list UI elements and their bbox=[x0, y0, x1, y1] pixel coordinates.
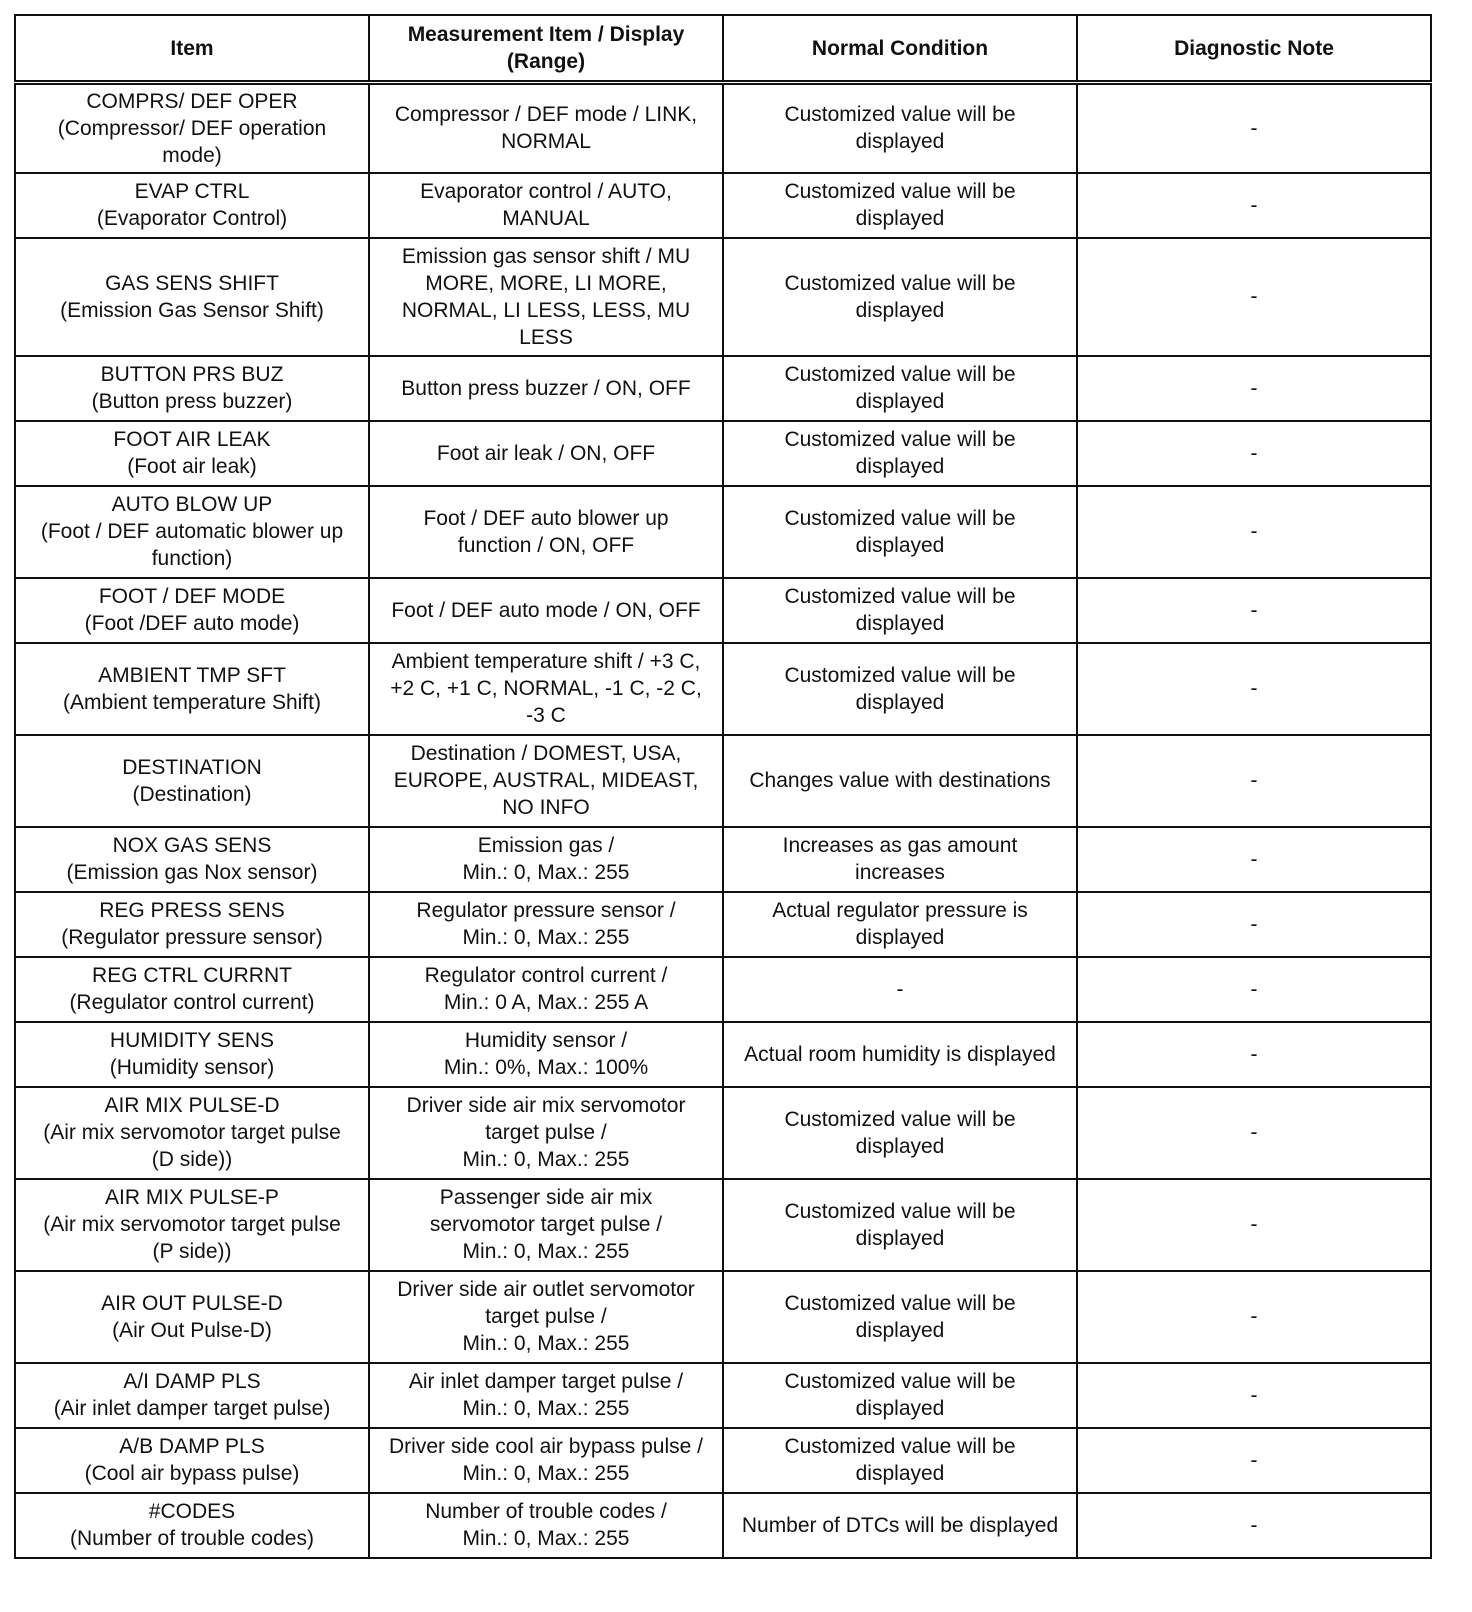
cell-item: AIR MIX PULSE-D (Air mix servomotor target pulse (D side)) bbox=[15, 1087, 369, 1179]
header-row bbox=[15, 15, 1431, 83]
cell-measurement: Air inlet damper target pulse / Min.: 0, Max.: 255 bbox=[369, 1363, 723, 1428]
cell-item: GAS SENS SHIFT (Emission Gas Sensor Shift) bbox=[15, 238, 369, 356]
cell-diagnostic-note: - bbox=[1077, 238, 1431, 356]
cell-normal-condition: Customized value will be displayed bbox=[723, 643, 1077, 735]
cell-measurement: Driver side air outlet servomotor target pulse / Min.: 0, Max.: 255 bbox=[369, 1271, 723, 1363]
cell-diagnostic-note: - bbox=[1077, 1179, 1431, 1271]
table-row bbox=[15, 1271, 1431, 1363]
cell-normal-condition: Customized value will be displayed bbox=[723, 1087, 1077, 1179]
cell-item: COMPRS/ DEF OPER (Compressor/ DEF operation mode) bbox=[15, 83, 369, 173]
cell-measurement: Passenger side air mix servomotor target pulse / Min.: 0, Max.: 255 bbox=[369, 1179, 723, 1271]
table-row bbox=[15, 421, 1431, 486]
cell-measurement: Ambient temperature shift / +3 C, +2 C, +1 C, NORMAL, -1 C, -2 C, -3 C bbox=[369, 643, 723, 735]
cell-item: AUTO BLOW UP (Foot / DEF automatic blower up function) bbox=[15, 486, 369, 578]
table-row bbox=[15, 1428, 1431, 1493]
table-header bbox=[15, 15, 1431, 83]
cell-normal-condition: Customized value will be displayed bbox=[723, 578, 1077, 643]
cell-diagnostic-note: - bbox=[1077, 892, 1431, 957]
cell-diagnostic-note: - bbox=[1077, 1087, 1431, 1179]
cell-measurement: Driver side air mix servomotor target pulse / Min.: 0, Max.: 255 bbox=[369, 1087, 723, 1179]
cell-item: #CODES (Number of trouble codes) bbox=[15, 1493, 369, 1558]
cell-diagnostic-note: - bbox=[1077, 735, 1431, 827]
table-row bbox=[15, 1179, 1431, 1271]
cell-measurement: Humidity sensor / Min.: 0%, Max.: 100% bbox=[369, 1022, 723, 1087]
cell-measurement: Foot / DEF auto mode / ON, OFF bbox=[369, 578, 723, 643]
table-row bbox=[15, 827, 1431, 892]
cell-normal-condition: Customized value will be displayed bbox=[723, 421, 1077, 486]
header-diagnostic-note: Diagnostic Note bbox=[1077, 15, 1431, 83]
cell-diagnostic-note: - bbox=[1077, 1363, 1431, 1428]
header-measurement: Measurement Item / Display (Range) bbox=[369, 15, 723, 83]
cell-item: EVAP CTRL (Evaporator Control) bbox=[15, 173, 369, 238]
cell-measurement: Foot air leak / ON, OFF bbox=[369, 421, 723, 486]
cell-normal-condition: Actual regulator pressure is displayed bbox=[723, 892, 1077, 957]
cell-measurement: Destination / DOMEST, USA, EUROPE, AUSTRAL, MIDEAST, NO INFO bbox=[369, 735, 723, 827]
diagnostic-data-table bbox=[14, 14, 1432, 1559]
table-row bbox=[15, 486, 1431, 578]
cell-diagnostic-note: - bbox=[1077, 1271, 1431, 1363]
cell-item: A/I DAMP PLS (Air inlet damper target pulse) bbox=[15, 1363, 369, 1428]
cell-measurement: Emission gas sensor shift / MU MORE, MORE, LI MORE, NORMAL, LI LESS, LESS, MU LESS bbox=[369, 238, 723, 356]
cell-item: REG PRESS SENS (Regulator pressure sensor) bbox=[15, 892, 369, 957]
cell-measurement: Foot / DEF auto blower up function / ON, OFF bbox=[369, 486, 723, 578]
table-row bbox=[15, 1493, 1431, 1558]
cell-item: NOX GAS SENS (Emission gas Nox sensor) bbox=[15, 827, 369, 892]
cell-diagnostic-note: - bbox=[1077, 957, 1431, 1022]
cell-item: DESTINATION (Destination) bbox=[15, 735, 369, 827]
cell-diagnostic-note: - bbox=[1077, 827, 1431, 892]
cell-item: FOOT AIR LEAK (Foot air leak) bbox=[15, 421, 369, 486]
cell-item: A/B DAMP PLS (Cool air bypass pulse) bbox=[15, 1428, 369, 1493]
cell-item: REG CTRL CURRNT (Regulator control current) bbox=[15, 957, 369, 1022]
cell-normal-condition: Customized value will be displayed bbox=[723, 486, 1077, 578]
cell-normal-condition: Changes value with destinations bbox=[723, 735, 1077, 827]
cell-measurement: Emission gas / Min.: 0, Max.: 255 bbox=[369, 827, 723, 892]
cell-normal-condition: Customized value will be displayed bbox=[723, 356, 1077, 421]
header-normal-condition: Normal Condition bbox=[723, 15, 1077, 83]
table-row bbox=[15, 892, 1431, 957]
cell-normal-condition: Customized value will be displayed bbox=[723, 1428, 1077, 1493]
cell-diagnostic-note: - bbox=[1077, 1493, 1431, 1558]
table-row bbox=[15, 238, 1431, 356]
cell-normal-condition: Customized value will be displayed bbox=[723, 1271, 1077, 1363]
cell-normal-condition: Customized value will be displayed bbox=[723, 1363, 1077, 1428]
cell-diagnostic-note: - bbox=[1077, 356, 1431, 421]
cell-measurement: Driver side cool air bypass pulse / Min.: 0, Max.: 255 bbox=[369, 1428, 723, 1493]
table-row bbox=[15, 735, 1431, 827]
table-row bbox=[15, 173, 1431, 238]
cell-diagnostic-note: - bbox=[1077, 578, 1431, 643]
cell-item: AMBIENT TMP SFT (Ambient temperature Shift) bbox=[15, 643, 369, 735]
table-row bbox=[15, 1087, 1431, 1179]
cell-normal-condition: Customized value will be displayed bbox=[723, 173, 1077, 238]
cell-measurement: Button press buzzer / ON, OFF bbox=[369, 356, 723, 421]
data-table-container bbox=[14, 14, 1432, 1559]
table-row bbox=[15, 1363, 1431, 1428]
cell-diagnostic-note: - bbox=[1077, 421, 1431, 486]
table-row bbox=[15, 957, 1431, 1022]
cell-measurement: Number of trouble codes / Min.: 0, Max.: 255 bbox=[369, 1493, 723, 1558]
cell-item: HUMIDITY SENS (Humidity sensor) bbox=[15, 1022, 369, 1087]
cell-measurement: Regulator pressure sensor / Min.: 0, Max.: 255 bbox=[369, 892, 723, 957]
table-row bbox=[15, 643, 1431, 735]
cell-diagnostic-note: - bbox=[1077, 83, 1431, 173]
cell-item: AIR MIX PULSE-P (Air mix servomotor target pulse (P side)) bbox=[15, 1179, 369, 1271]
cell-normal-condition: Actual room humidity is displayed bbox=[723, 1022, 1077, 1087]
cell-diagnostic-note: - bbox=[1077, 1428, 1431, 1493]
table-row bbox=[15, 356, 1431, 421]
cell-diagnostic-note: - bbox=[1077, 486, 1431, 578]
cell-normal-condition: Customized value will be displayed bbox=[723, 238, 1077, 356]
cell-measurement: Evaporator control / AUTO, MANUAL bbox=[369, 173, 723, 238]
table-body bbox=[15, 83, 1431, 1558]
cell-normal-condition: Customized value will be displayed bbox=[723, 1179, 1077, 1271]
cell-normal-condition: Number of DTCs will be displayed bbox=[723, 1493, 1077, 1558]
table-row bbox=[15, 83, 1431, 173]
cell-normal-condition: Customized value will be displayed bbox=[723, 83, 1077, 173]
cell-item: AIR OUT PULSE-D (Air Out Pulse-D) bbox=[15, 1271, 369, 1363]
cell-normal-condition: Increases as gas amount increases bbox=[723, 827, 1077, 892]
cell-diagnostic-note: - bbox=[1077, 173, 1431, 238]
cell-item: BUTTON PRS BUZ (Button press buzzer) bbox=[15, 356, 369, 421]
cell-diagnostic-note: - bbox=[1077, 643, 1431, 735]
table-row bbox=[15, 578, 1431, 643]
cell-item: FOOT / DEF MODE (Foot /DEF auto mode) bbox=[15, 578, 369, 643]
cell-measurement: Regulator control current / Min.: 0 A, Max.: 255 A bbox=[369, 957, 723, 1022]
header-item: Item bbox=[15, 15, 369, 83]
cell-normal-condition: - bbox=[723, 957, 1077, 1022]
cell-measurement: Compressor / DEF mode / LINK, NORMAL bbox=[369, 83, 723, 173]
cell-diagnostic-note: - bbox=[1077, 1022, 1431, 1087]
table-row bbox=[15, 1022, 1431, 1087]
